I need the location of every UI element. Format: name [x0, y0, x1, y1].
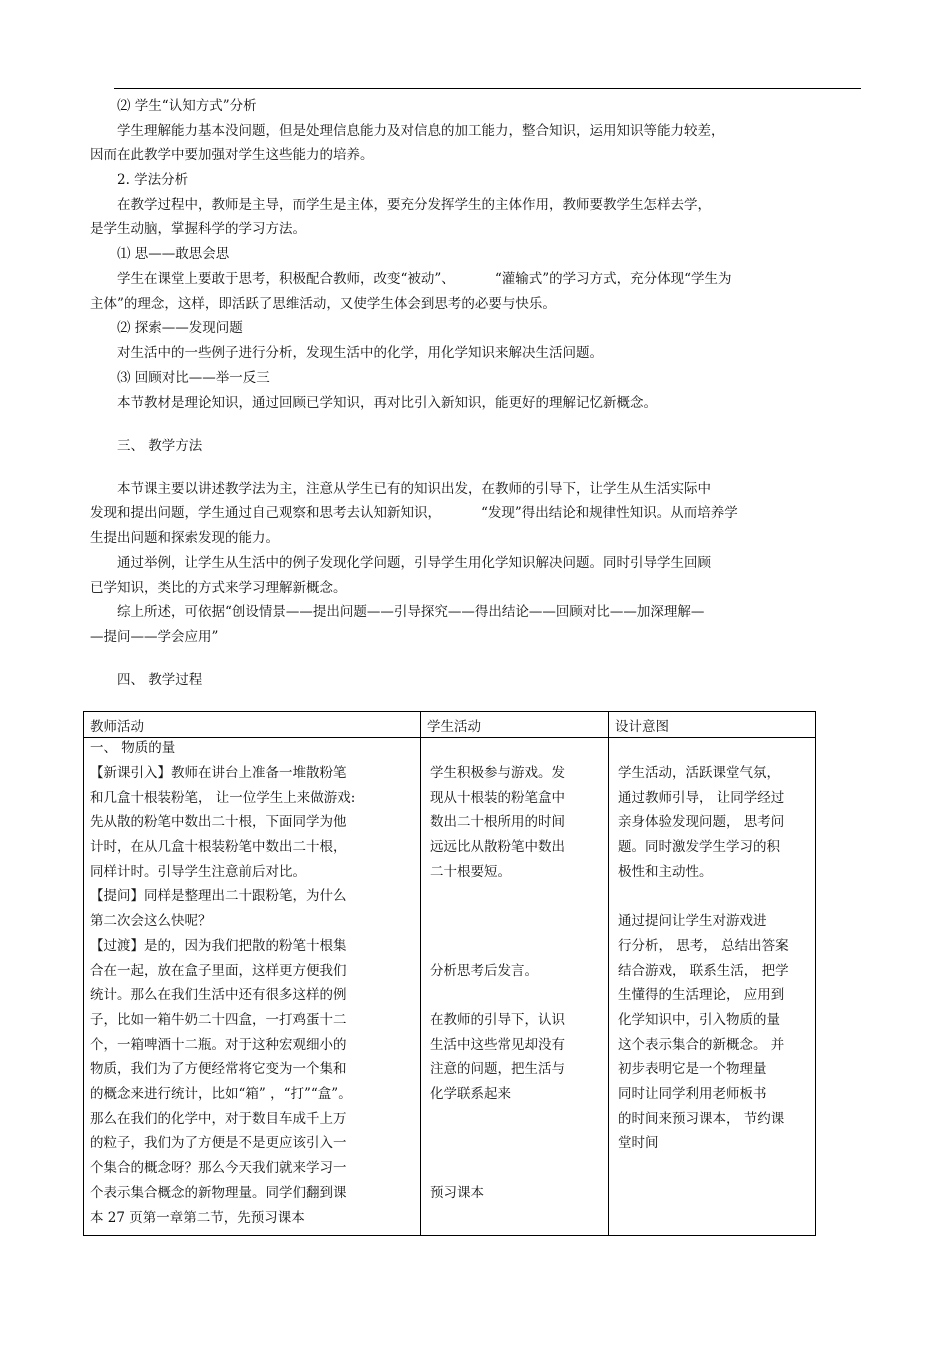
cell-line: 个表示集合概念的新物理量。同学们翻到课 — [90, 1185, 347, 1201]
section-heading-teaching-method: 三、 教学方法 — [117, 438, 203, 454]
paragraph-line: —提问——学会应用” — [90, 629, 219, 645]
paragraph-line: 因而在此教学中要加强对学生这些能力的培养。 — [90, 147, 374, 163]
paragraph-line: 本节课主要以讲述教学法为主，注意从学生已有的知识出发，在教师的引导下，让学生从生活实际中 — [117, 481, 711, 497]
cell-line: 本 27 页第一章第二节，先预习课本 — [90, 1210, 305, 1226]
student-activity-cell — [421, 738, 609, 1236]
cell-line: 和几盒十根装粉笔， 让一位学生上来做游戏: — [90, 790, 356, 806]
cell-line: 在教师的引导下，认识 — [430, 1012, 565, 1028]
cell-line: 结合游戏， 联系生活， 把学 — [618, 963, 789, 979]
cell-line: 极性和主动性。 — [618, 864, 713, 880]
cell-line: 学生活动，活跃课堂气氛， — [618, 765, 780, 781]
teaching-process-table — [83, 711, 816, 1236]
column-header-student: 学生活动 — [421, 712, 609, 738]
cell-line: 【提问】同样是整理出二十跟粉笔，为什么 — [90, 888, 347, 904]
cell-line: 化学知识中，引入物质的量 — [618, 1012, 780, 1028]
cell-line: 那么在我们的化学中，对于数目车成千上万 — [90, 1111, 347, 1127]
cell-line: 堂时间 — [618, 1135, 659, 1151]
cell-line: 【新课引入】教师在讲台上准备一堆散粉笔 — [90, 765, 347, 781]
cell-line: 化学联系起来 — [430, 1086, 511, 1102]
heading-review-compare: ⑶ 回顾对比——举一反三 — [117, 370, 270, 386]
cell-line: 的时间来预习课本， 节约课 — [618, 1111, 785, 1127]
paragraph-line: 通过举例，让学生从生活中的例子发现化学问题，引导学生用化学知识解决问题。同时引导学生回顾 — [117, 555, 711, 571]
cell-line: 先从散的粉笔中数出二十根，下面同学为他 — [90, 814, 347, 830]
paragraph-line: 在教学过程中，教师是主导，而学生是主体，要充分发挥学生的主体作用，教师要教学生怎样去学， — [117, 197, 711, 213]
cell-line: 物质，我们为了方便经常将它变为一个集和 — [90, 1061, 347, 1077]
cell-line: 注意的问题，把生活与 — [430, 1061, 565, 1077]
text-segment: 发现和提出问题，学生通过自己观察和思考去认知新知识， — [90, 505, 441, 521]
cell-line: 生活中这些常见却没有 — [430, 1037, 565, 1053]
cell-line: 生懂得的生活理论， 应用到 — [618, 987, 785, 1003]
header-rule — [114, 88, 861, 89]
paragraph-line: 是学生动脑，掌握科学的学习方法。 — [90, 221, 306, 237]
cell-line: 统计。那么在我们生活中还有很多这样的例 — [90, 987, 347, 1003]
heading-explore: ⑵ 探索——发现问题 — [117, 320, 243, 336]
cell-line: 【过渡】是的，因为我们把散的粉笔十根集 — [90, 938, 347, 954]
paragraph-line: 生提出问题和探索发现的能力。 — [90, 530, 279, 546]
cell-line: 这个表示集合的新概念。 并 — [618, 1037, 785, 1053]
paragraph-line: 已学知识，类比的方式来学习理解新概念。 — [90, 580, 347, 596]
heading-study-method-analysis: 2. 学法分析 — [117, 172, 189, 188]
cell-line: 题。同时激发学生学习的积 — [618, 839, 780, 855]
cell-line: 计时，在从几盒十根装粉笔中数出二十根， — [90, 839, 347, 855]
cell-line: 个，一箱啤酒十二瓶。对于这种宏观细小的 — [90, 1037, 347, 1053]
paragraph-line: 本节教材是理论知识，通过回顾已学知识，再对比引入新知识，能更好的理解记忆新概念。 — [117, 395, 657, 411]
table-row — [84, 738, 816, 1236]
cell-line: 亲身体验发现问题， 思考问 — [618, 814, 785, 830]
cell-line: 学生积极参与游戏。发 — [430, 765, 565, 781]
cell-line: 远远比从散粉笔中数出 — [430, 839, 565, 855]
paragraph-line: 对生活中的一些例子进行分析，发现生活中的化学，用化学知识来解决生活问题。 — [117, 345, 603, 361]
cell-line: 二十根要短。 — [430, 864, 511, 880]
cell-line: 个集合的概念呀？那么今天我们就来学习一 — [90, 1160, 347, 1176]
column-header-teacher: 教师活动 — [84, 712, 421, 738]
text-segment: “灌输式”的学习方式，充分体现“学生为 — [494, 271, 732, 287]
cell-line: 预习课本 — [430, 1185, 484, 1201]
cell-line: 子，比如一箱牛奶二十四盒，一打鸡蛋十二 — [90, 1012, 347, 1028]
cell-line: 的粒子，我们为了方便是不是更应该引入一 — [90, 1135, 347, 1151]
heading-think: ⑴ 思——敢思会思 — [117, 246, 230, 262]
cell-line: 的概念来进行统计，比如“箱” ，“打”“盒”。 — [90, 1086, 352, 1102]
cell-line: 一、 物质的量 — [90, 740, 176, 756]
table-header-row — [84, 712, 816, 738]
section-heading-teaching-process: 四、 教学过程 — [117, 672, 203, 688]
cell-line: 现从十根装的粉笔盒中 — [430, 790, 565, 806]
paragraph-line — [90, 504, 738, 522]
text-segment: “发现”得出结论和规律性知识。从而培养学 — [481, 505, 738, 521]
column-header-design: 设计意图 — [609, 712, 816, 738]
cell-line: 同时让同学利用老师板书 — [618, 1086, 767, 1102]
design-intent-cell — [609, 738, 816, 1236]
heading-cognition-analysis: ⑵ 学生“认知方式”分析 — [117, 98, 257, 114]
cell-line: 通过教师引导， 让同学经过 — [618, 790, 785, 806]
cell-line: 第二次会这么快呢？ — [90, 913, 212, 929]
teacher-activity-cell — [84, 738, 421, 1236]
cell-line: 通过提问让学生对游戏进 — [618, 913, 767, 929]
text-segment: 学生在课堂上要敢于思考，积极配合教师，改变“被动”、 — [117, 271, 455, 287]
cell-line: 行分析， 思考， 总结出答案 — [618, 938, 789, 954]
paragraph-line: 学生理解能力基本没问题，但是处理信息能力及对信息的加工能力，整合知识，运用知识等能力较差， — [117, 123, 725, 139]
cell-line: 初步表明它是一个物理量 — [618, 1061, 767, 1077]
cell-line: 分析思考后发言。 — [430, 963, 538, 979]
cell-line: 数出二十根所用的时间 — [430, 814, 565, 830]
cell-line: 合在一起，放在盒子里面，这样更方便我们 — [90, 963, 347, 979]
paragraph-line: 综上所述，可依据“创设情景——提出问题——引导探究——得出结论——回顾对比——加深理解— — [117, 604, 705, 620]
paragraph-line — [117, 270, 732, 288]
paragraph-line: 主体”的理念，这样，即活跃了思维活动，又使学生体会到思考的必要与快乐。 — [90, 296, 556, 312]
cell-line: 同样计时。引导学生注意前后对比。 — [90, 864, 306, 880]
